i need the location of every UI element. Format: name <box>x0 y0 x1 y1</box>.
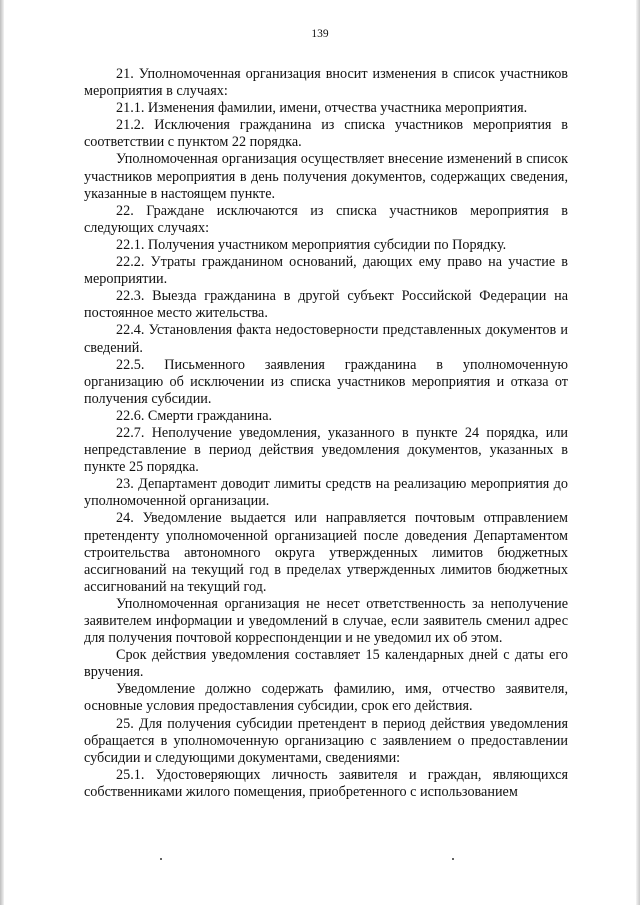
scan-edge-right <box>636 0 640 905</box>
scan-dot-left <box>160 858 162 860</box>
paragraph-23: 23. Департамент доводит лимиты средств на реализацию мероприятия до уполномоченной организации. <box>84 476 568 510</box>
paragraph-22-2: 22.2. Утраты гражданином оснований, дающих ему право на участие в мероприятии. <box>84 254 568 288</box>
page-number: 139 <box>311 28 329 40</box>
paragraph-22-1: 22.1. Получения участником мероприятия субсидии по Порядку. <box>116 236 507 253</box>
paragraph-22-4: 22.4. Установления факта недостоверности представленных документов и сведений. <box>84 322 568 356</box>
body-text <box>84 66 568 801</box>
paragraph-22-5: 22.5. Письменного заявления гражданина в уполномоченную организацию об исключении из списка участников мероприятия и отказа от получения субсидии. <box>84 356 568 407</box>
paragraph-22-3: 22.3. Выезда гражданина в другой субъект Российской Федерации на постоянное место жительства. <box>84 288 568 322</box>
paragraph-22-7: 22.7. Неполучение уведомления, указанного в пункте 24 порядка, или непредставление в период действия уведомления документов, указанных в пункте 25 порядка. <box>84 424 568 476</box>
paragraph-24: 24. Уведомление выдается или направляется почтовым отправлением претенденту уполномоченной организацией после доведения Департаментом строительства автономного округа утвержденных лимитов бюджетных ассигнований на текущий год в пределах утвержденных лимитов бюджетных ассигнований на текущий год. <box>84 510 568 595</box>
paragraph-24-content: Уведомление должно содержать фамилию, имя, отчество заявителя, основные условия предоставления субсидии, срок его действия. <box>84 681 568 715</box>
scan-marks <box>0 858 640 864</box>
paragraph-21-1: 21.1. Изменения фамилии, имени, отчества участника мероприятия. <box>116 100 528 117</box>
paragraph-21: 21. Уполномоченная организация вносит изменения в список участников мероприятия в случаях: <box>84 66 568 100</box>
paragraph-22: 22. Граждане исключаются из списка участников мероприятия в следующих случаях: <box>84 202 568 236</box>
paragraph-25: 25. Для получения субсидии претендент в период действия уведомления обращается в уполномоченную организацию с заявлением о предоставлении субсидии и следующими документами, сведениями: <box>84 715 568 766</box>
paragraph-21-2: 21.2. Исключения гражданина из списка участников мероприятия в соответствии с пунктом 22 порядка. <box>84 117 568 151</box>
paragraph-24-responsibility: Уполномоченная организация не несет ответственность за неполучение заявителем информации и уведомлений в случае, если заявитель сменил адрес для получения почтовой корреспонденции и не уведомил их об этом. <box>84 595 568 647</box>
paragraph-22-6: 22.6. Смерти гражданина. <box>116 407 273 424</box>
paragraph-21-note: Уполномоченная организация осуществляет внесение изменений в список участников мероприятия в день получения документов, содержащих сведения, указанные в настоящем пункте. <box>84 151 568 202</box>
scan-dot-right <box>452 858 454 860</box>
paragraph-24-validity: Срок действия уведомления составляет 15 календарных дней с даты его вручения. <box>84 647 568 681</box>
paragraph-25-1: 25.1. Удостоверяющих личность заявителя и граждан, являющихся собственниками жилого помещения, приобретенного с использованием <box>84 766 568 800</box>
scan-edge-left <box>0 0 4 905</box>
